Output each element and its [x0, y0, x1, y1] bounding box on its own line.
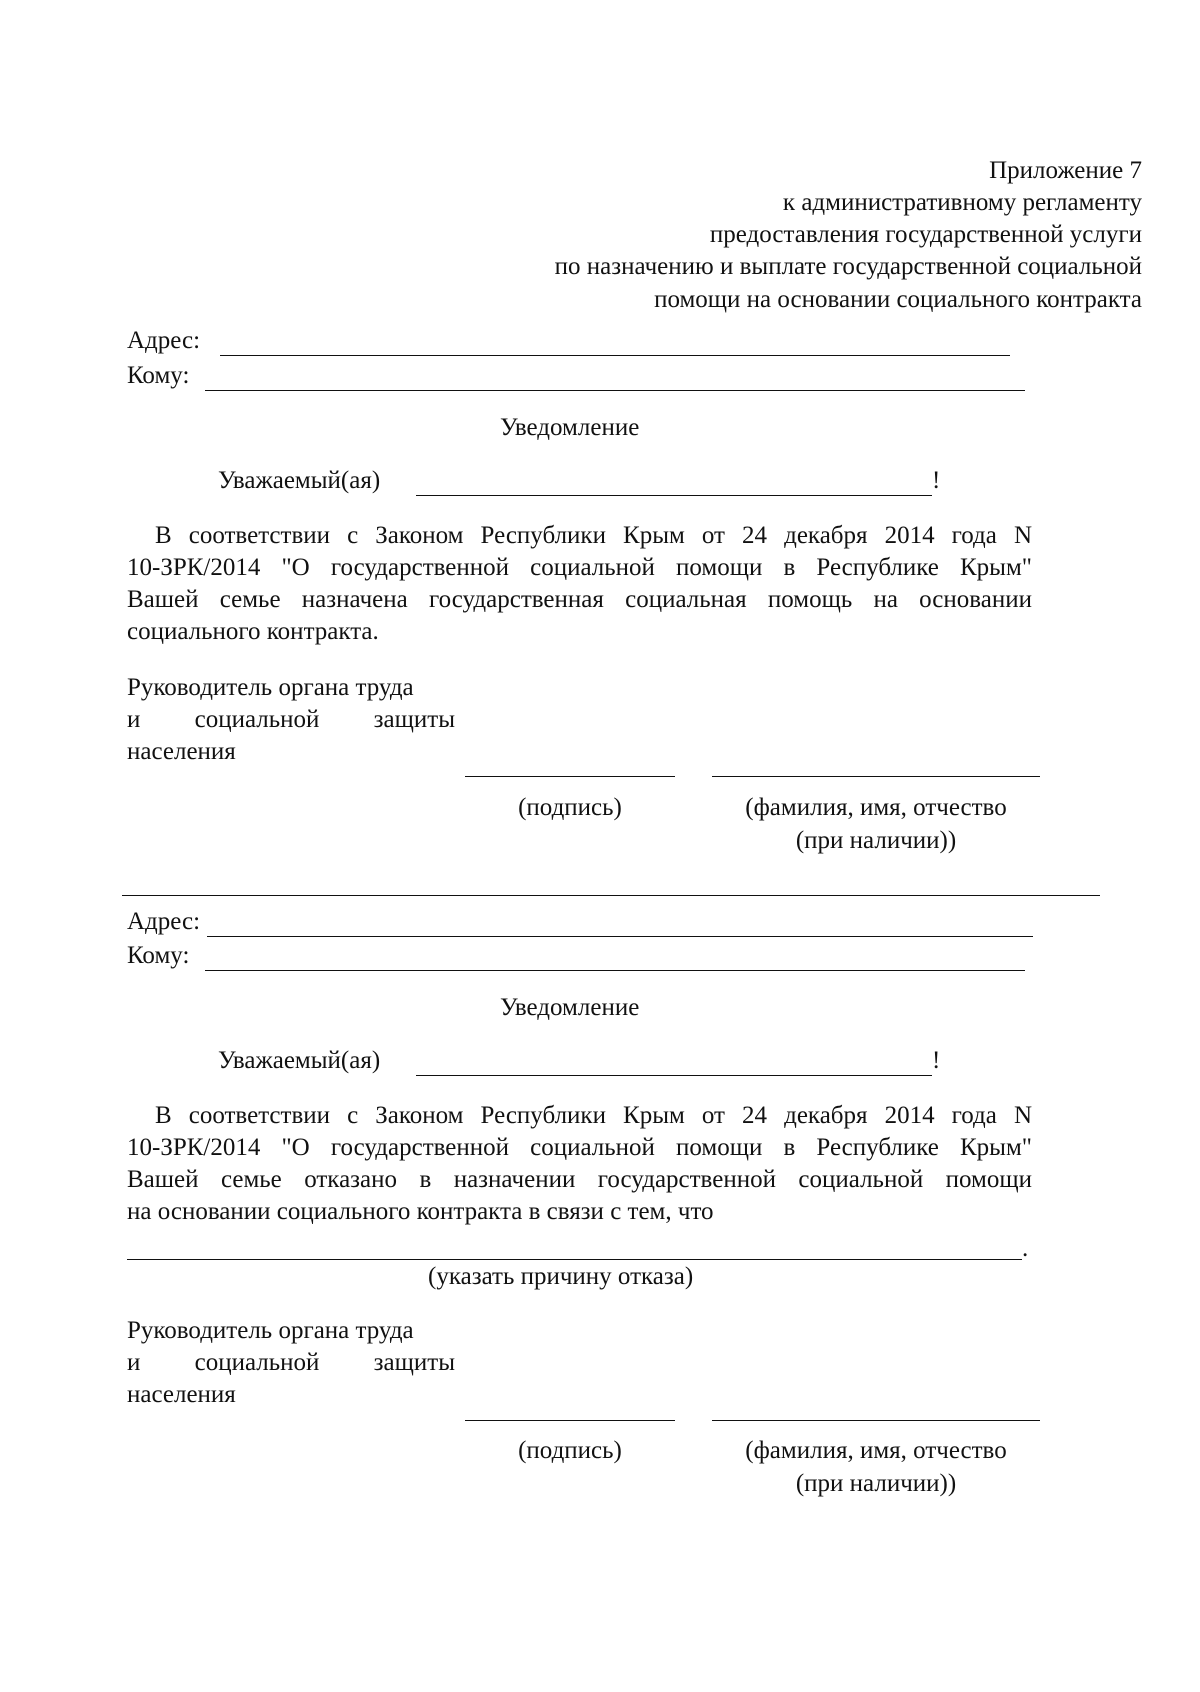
salutation-label: Уважаемый(ая) [218, 467, 381, 494]
appendix-line-4: по назначению и выплате государственной социальной [554, 253, 1142, 280]
recipient-name-field[interactable] [416, 1075, 932, 1076]
body-line: 10-ЗРК/2014 "О государственной социальной помощи в Республике Крым" [127, 1134, 1032, 1161]
to-field[interactable] [205, 970, 1025, 971]
body-line: социального контракта. [127, 618, 379, 645]
signer-line: населения [127, 1381, 236, 1408]
refusal-reason-caption: (указать причину отказа) [428, 1263, 694, 1290]
body-line: В соответствии с Законом Республики Крым от 24 декабря 2014 года N [155, 1102, 1032, 1129]
to-label: Кому: [127, 362, 190, 389]
full-name-field[interactable] [712, 1420, 1040, 1421]
signature-caption: (подпись) [518, 1437, 622, 1464]
appendix-line-3: предоставления государственной услуги [709, 221, 1142, 248]
signer-line: Руководитель органа труда [127, 1317, 414, 1344]
appendix-number: Приложение 7 [989, 157, 1142, 184]
appendix-line-5: помощи на основании социального контракта [654, 286, 1142, 313]
cut-line [122, 895, 1100, 896]
to-label: Кому: [127, 942, 190, 969]
full-name-caption-note: (при наличии)) [795, 1470, 957, 1497]
signer-title [127, 1315, 455, 1411]
recipient-name-field[interactable] [416, 495, 932, 496]
signer-line: и социальной защиты [127, 706, 455, 733]
address-field[interactable] [220, 355, 1010, 356]
salutation-label: Уважаемый(ая) [218, 1047, 381, 1074]
body-line: Вашей семье назначена государственная социальная помощь на основании [127, 586, 1032, 613]
address-field[interactable] [207, 936, 1033, 937]
signature-field[interactable] [465, 776, 675, 777]
body-line: 10-ЗРК/2014 "О государственной социальной помощи в Республике Крым" [127, 554, 1032, 581]
full-name-caption: (фамилия, имя, отчество [745, 1437, 1007, 1464]
notice-body [127, 1100, 1032, 1228]
body-line: В соответствии с Законом Республики Крым от 24 декабря 2014 года N [155, 522, 1032, 549]
full-name-field[interactable] [712, 776, 1040, 777]
appendix-line-2: к административному регламенту [782, 189, 1142, 216]
full-name-caption: (фамилия, имя, отчество [745, 794, 1007, 821]
signer-title [127, 672, 455, 768]
signer-line: и социальной защиты [127, 1349, 455, 1376]
body-line: Вашей семье отказано в назначении государственной социальной помощи [127, 1166, 1032, 1193]
signature-field[interactable] [465, 1420, 675, 1421]
salutation-exclamation: ! [932, 467, 941, 494]
signer-line: Руководитель органа труда [127, 674, 414, 701]
notice-title: Уведомление [500, 414, 640, 441]
signature-caption: (подпись) [518, 794, 622, 821]
address-label: Адрес: [127, 908, 201, 935]
address-label: Адрес: [127, 327, 201, 354]
salutation-exclamation: ! [932, 1047, 941, 1074]
reason-end-mark: . [1022, 1235, 1029, 1262]
signer-line: населения [127, 738, 236, 765]
body-line: на основании социального контракта в связи с тем, что [127, 1198, 714, 1225]
notice-title: Уведомление [500, 994, 640, 1021]
full-name-caption-note: (при наличии)) [795, 827, 957, 854]
notice-body [127, 520, 1032, 648]
refusal-reason-field[interactable] [127, 1259, 1022, 1260]
to-field[interactable] [205, 390, 1025, 391]
